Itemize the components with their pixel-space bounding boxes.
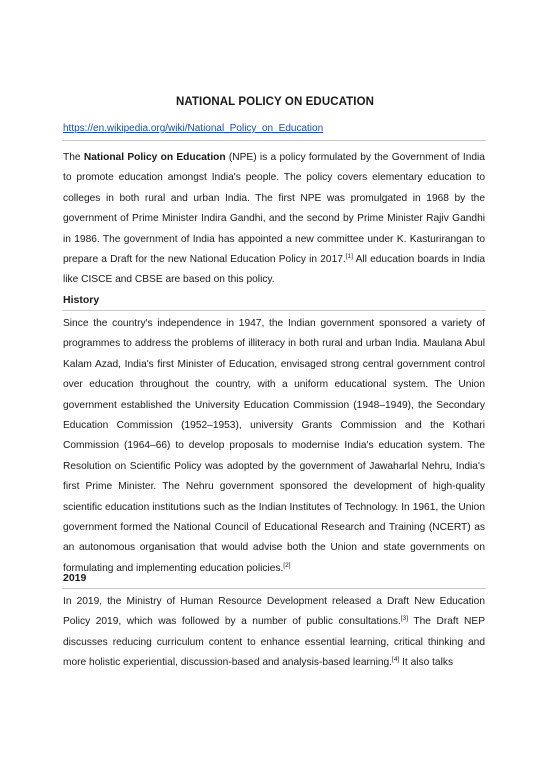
citation-4[interactable]: [4] xyxy=(392,656,400,664)
divider xyxy=(62,588,486,589)
p2019-part2: The Draft NEP discusses reducing curriculum content to enhance essential learning, critical thinking and more holistic experiential, discussion-based and analysis-based learning. xyxy=(63,616,486,669)
intro-paragraph xyxy=(63,148,485,291)
intro-body: (NPE) is a policy formulated by the Government of India to promote education amongst India's people. The policy covers elementary education to colleges in both rural and urban India. The first NPE was promulgated in 1968 by the government of Prime Minister Indira Gandhi, and the second by Prime Minister Rajiv Gandhi in 1986. The government of India has appointed a new committee under K. Kasturirangan to prepare a Draft for the new National Education Policy in 2017. xyxy=(63,152,485,266)
section-heading-2019: 2019 xyxy=(63,572,87,584)
intro-tail: All education boards in India like CISCE and CBSE are based on this policy. xyxy=(63,254,486,286)
history-body: Since the country's independence in 1947, the Indian government sponsored a variety of programmes to address the problems of illiteracy in both rural and urban India. Maulana Abul Kalam Azad, India's first Minister of Education, envisaged strong central government control over education throughout the country, with a uniform educational system. The Union government established the University Education Commission (1948–1949), the Secondary Education Commission (1952–1953), university Grants Commission and the Kothari Commission (1964–66) to develop proposals to modernise India's education system. The Resolution on Scientific Policy was adopted by the government of Jawaharlal Nehru, India's first Prime Minister. The Nehru government sponsored the development of high-quality scientific education institutions such as the Indian Institutes of Technology. In 1961, the Union government formed the National Council of Educational Research and Training (NCERT) as an autonomous organisation that would advise both the Union and state governments on formulating and implementing education policies. xyxy=(63,318,485,574)
paragraph-2019 xyxy=(63,592,485,674)
history-paragraph xyxy=(63,314,485,579)
citation-2[interactable]: [2] xyxy=(283,561,291,569)
source-link[interactable]: https://en.wikipedia.org/wiki/National_Policy_on_Education xyxy=(63,123,324,134)
p2019-part1: In 2019, the Ministry of Human Resource Development released a Draft New Education Policy 2019, which was followed by a number of public consultations. xyxy=(63,596,485,628)
citation-3[interactable]: [3] xyxy=(400,615,409,623)
page-title: NATIONAL POLICY ON EDUCATION xyxy=(175,96,375,108)
divider xyxy=(62,310,486,311)
intro-lead: The xyxy=(63,152,84,163)
p2019-part3: It also talks xyxy=(399,657,454,669)
section-heading-history: History xyxy=(63,294,100,306)
intro-bold-term: National Policy on Education xyxy=(83,152,226,163)
citation-1[interactable]: [1] xyxy=(345,253,353,261)
divider xyxy=(62,140,486,141)
